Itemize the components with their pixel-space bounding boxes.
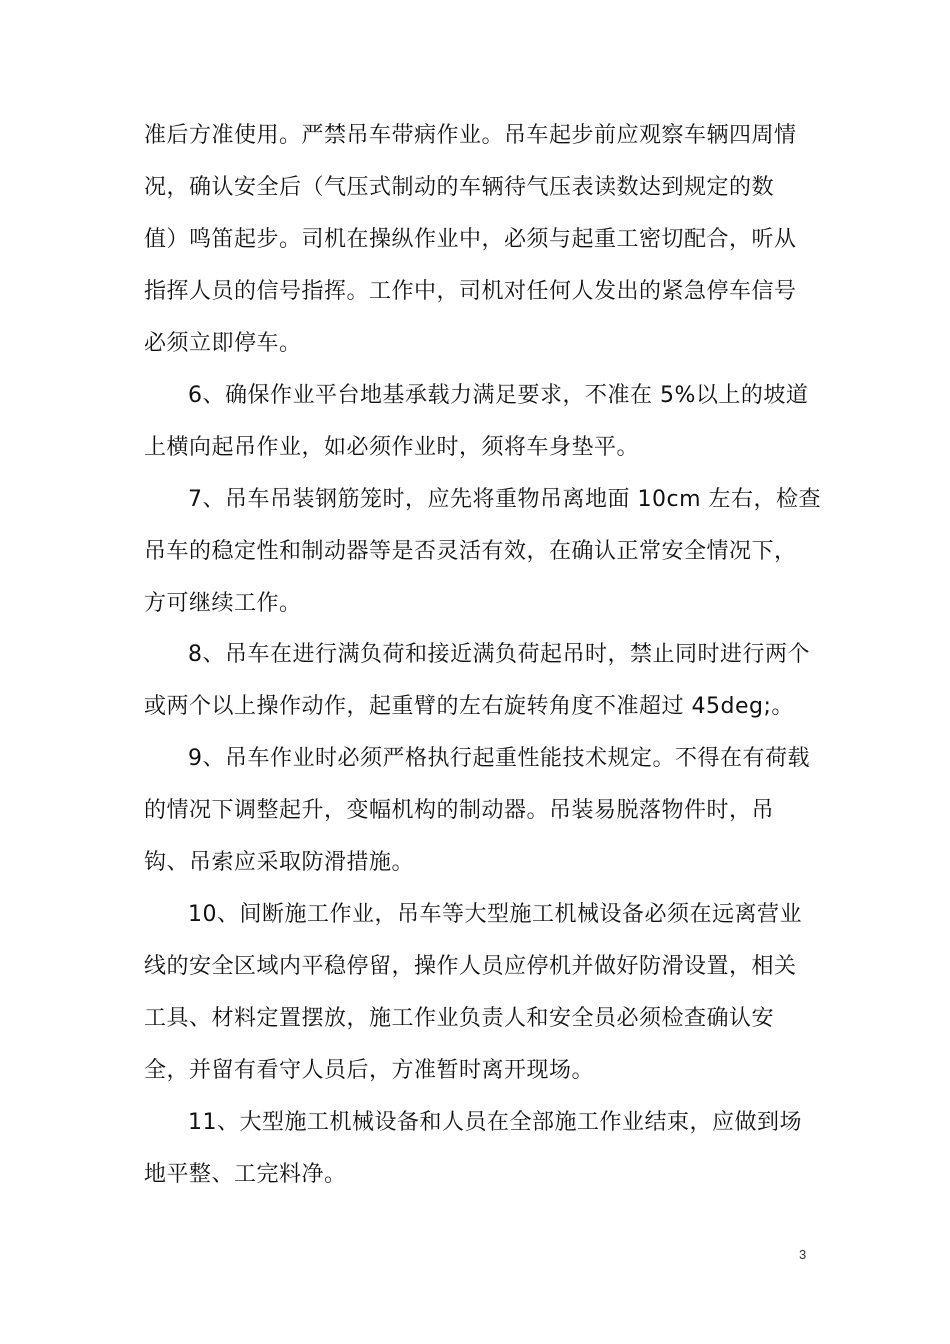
text-line: 的情况下调整起升，变幅机构的制动器。吊装易脱落物件时，吊 bbox=[144, 798, 775, 823]
paragraph-7-start: 7、吊车吊装钢筋笼时，应先将重物吊离地面 10cm 左右，检查 bbox=[188, 487, 822, 512]
text-line: 况，确认安全后（气压式制动的车辆待气压表读数达到规定的数 bbox=[144, 175, 775, 200]
text-line: 吊车的稳定性和制动器等是否灵活有效，在确认正常安全情况下， bbox=[144, 539, 797, 564]
text-line: 方可继续工作。 bbox=[144, 591, 302, 616]
paragraph-10-start: 10、间断施工作业，吊车等大型施工机械设备必须在远离营业 bbox=[188, 902, 802, 927]
text-line: 地平整、工完料净。 bbox=[144, 1162, 347, 1187]
paragraph-8-start: 8、吊车在进行满负荷和接近满负荷起吊时，禁止同时进行两个 bbox=[188, 642, 810, 667]
text-line: 值）鸣笛起步。司机在操纵作业中，必须与起重工密切配合，听从 bbox=[144, 227, 797, 252]
text-line: 钩、吊索应采取防滑措施。 bbox=[144, 850, 415, 875]
text-line: 指挥人员的信号指挥。工作中，司机对任何人发出的紧急停车信号 bbox=[144, 279, 797, 304]
text-line: 全，并留有看守人员后，方准暂时离开现场。 bbox=[144, 1058, 595, 1083]
text-line: 必须立即停车。 bbox=[144, 331, 302, 356]
page-number: 3 bbox=[799, 1247, 807, 1262]
text-line: 准后方准使用。严禁吊车带病作业。吊车起步前应观察车辆四周情 bbox=[144, 123, 797, 148]
paragraph-9-start: 9、吊车作业时必须严格执行起重性能技术规定。不得在有荷载 bbox=[188, 746, 810, 771]
paragraph-6-start: 6、确保作业平台地基承载力满足要求，不准在 5%以上的坡道 bbox=[188, 383, 809, 408]
text-line: 线的安全区域内平稳停留，操作人员应停机并做好防滑设置，相关 bbox=[144, 954, 797, 979]
text-line: 上横向起吊作业，如必须作业时，须将车身垫平。 bbox=[144, 435, 640, 460]
paragraph-11-start: 11、大型施工机械设备和人员在全部施工作业结束，应做到场 bbox=[188, 1110, 802, 1135]
text-line: 或两个以上操作动作，起重臂的左右旋转角度不准超过 45deg;。 bbox=[144, 694, 794, 719]
text-line: 工具、材料定置摆放，施工作业负责人和安全员必须检查确认安 bbox=[144, 1006, 775, 1031]
